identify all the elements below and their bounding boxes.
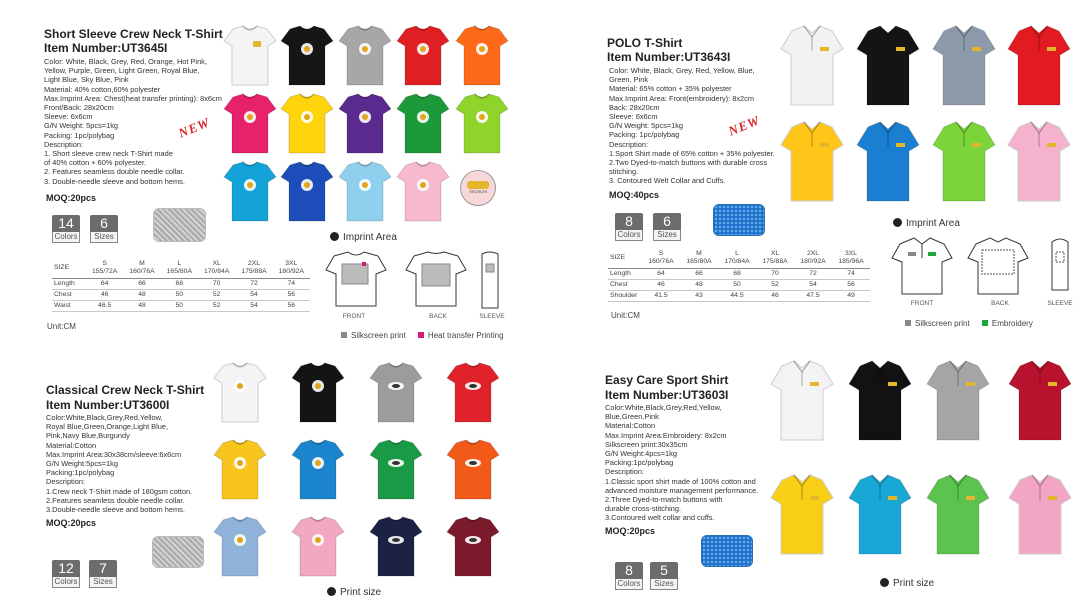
shirt-color-sample xyxy=(396,161,450,223)
shirt-color-sample xyxy=(369,362,423,424)
moq: MOQ:40pcs xyxy=(609,190,660,200)
silkscreen-swatch-icon xyxy=(341,332,347,338)
shirt-color-sample xyxy=(455,93,509,155)
table-cell: 52 xyxy=(756,279,794,290)
shirt-color-sample xyxy=(1008,474,1072,556)
sizes-count: 7 xyxy=(89,560,117,577)
size-column-header: 3XL 180/92A xyxy=(273,258,310,278)
table-row xyxy=(52,289,310,300)
table-cell: 52 xyxy=(198,289,235,300)
sizes-label: Sizes xyxy=(653,230,681,241)
print-size-heading: Print size xyxy=(880,578,934,589)
front-caption: FRONT xyxy=(342,313,366,320)
item-number: Item Number:UT3603I xyxy=(605,388,729,402)
shirt-color-sample xyxy=(223,93,277,155)
shirt-color-sample xyxy=(213,439,267,501)
shirt-color-sample xyxy=(1007,121,1071,203)
shirt-color-sample xyxy=(932,25,996,107)
shirt-color-sample xyxy=(396,25,450,87)
shirt-color-sample xyxy=(280,161,334,223)
colors-count: 8 xyxy=(615,562,643,579)
size-header: SIZE xyxy=(608,248,642,268)
moq: MOQ:20pcs xyxy=(605,526,656,536)
sizes-badge xyxy=(90,215,118,243)
colors-count: 8 xyxy=(615,213,643,230)
size-column-header: 3XL 185/96A xyxy=(832,248,870,268)
table-cell: 68 xyxy=(718,268,756,279)
shirt-color-sample xyxy=(223,25,277,87)
colors-count: 12 xyxy=(52,560,80,577)
front-diagram xyxy=(892,238,952,294)
fabric-swatch xyxy=(713,204,765,236)
colors-label: Colors xyxy=(52,577,80,588)
shirt-color-sample xyxy=(932,121,996,203)
shirt-color-sample xyxy=(280,25,334,87)
table-cell: 50 xyxy=(161,289,198,300)
colors-label: Colors xyxy=(615,579,643,590)
sleeve-caption: SLEEVE xyxy=(1047,300,1073,307)
imprint-area-heading: Imprint Area xyxy=(330,232,397,243)
table-cell: 54 xyxy=(794,279,832,290)
shirt-color-sample xyxy=(780,121,844,203)
polo-flat-diagrams xyxy=(886,236,1082,298)
table-cell: 72 xyxy=(235,278,272,289)
table-cell: 54 xyxy=(235,289,272,300)
shirt-color-sample xyxy=(856,25,920,107)
shirt-color-sample xyxy=(780,25,844,107)
product-description: Color: White, Black, Grey, Red, Orange, Hot Pink, Yellow, Purple, Green, Light Green, Royal Blue, Light Blue, Sky Blue, Pink Material: 40% cotton,60% polyester Max.Imprint Area: Chest(heat transfer printing): 8x6cm Front/Back: 28x20cm Sleeve: 6x6cm G/N Weight: 5pcs=1kg Packing: 1pc/polybag Description: 1. Short sleeve crew neck T-Shirt made of 40% cotton + 60% polyester. 2. Features seamless double needle collar. 3. Double-needle sleeve and bottom hems. xyxy=(44,57,222,186)
shirt-color-sample xyxy=(396,93,450,155)
embroidery-swatch-icon xyxy=(982,320,988,326)
shirt-color-sample xyxy=(338,161,392,223)
shirt-color-sample xyxy=(1007,25,1071,107)
fabric-swatch xyxy=(152,536,204,568)
print-legend: Silkscreen print Embroidery xyxy=(905,319,1033,328)
table-cell: 66 xyxy=(123,278,160,289)
sizes-label: Sizes xyxy=(650,579,678,590)
shirt-color-sample xyxy=(1008,360,1072,442)
table-cell: 64 xyxy=(642,268,680,279)
table-cell: 46 xyxy=(86,289,123,300)
table-cell: 74 xyxy=(273,278,310,289)
item-number: Item Number:UT3600I xyxy=(46,398,170,412)
shirt-color-sample xyxy=(291,439,345,501)
front-diagram xyxy=(326,252,386,306)
table-row xyxy=(608,268,870,279)
table-cell: 49 xyxy=(832,290,870,301)
shirt-color-sample xyxy=(455,25,509,87)
table-cell: 46 xyxy=(642,279,680,290)
bullet-icon xyxy=(330,232,339,241)
sizes-label: Sizes xyxy=(90,232,118,243)
back-diagram xyxy=(406,252,466,306)
product-description: Color:White,Black,Grey,Red,Yellow, Blue,Green,Pink Material:Cotton Max.Imprint Area:Embroidery: 8x2cm Silkscreen print:30x35cm G/N Weight:4pcs=1kg Packing:1pc/polybag Description: 1.Classic sport shirt made of 100% cotton and advanced moisture management performance. 2.Three Dyed-to-match buttons with durable cross-stitching. 3.Contoured welt collar and cuffs. xyxy=(605,403,759,523)
shirt-color-sample xyxy=(856,121,920,203)
unit-label: Unit:CM xyxy=(611,311,640,320)
table-cell: 52 xyxy=(198,300,235,311)
table-cell: 70 xyxy=(756,268,794,279)
row-label: Shoulder xyxy=(608,290,642,301)
size-column-header: S 160/76A xyxy=(642,248,680,268)
print-legend: Silkscreen print Heat transfer Printing xyxy=(341,331,504,340)
table-cell: 64 xyxy=(86,278,123,289)
product-title: Classical Crew Neck T-Shirt xyxy=(46,383,205,397)
table-cell: 70 xyxy=(198,278,235,289)
colors-label: Colors xyxy=(615,230,643,241)
table-cell: 56 xyxy=(273,300,310,311)
table-cell: 48 xyxy=(123,289,160,300)
table-cell: 54 xyxy=(235,300,272,311)
unit-label: Unit:CM xyxy=(47,322,76,331)
table-cell: 72 xyxy=(794,268,832,279)
size-column-header: M 165/80A xyxy=(680,248,718,268)
logo-icon xyxy=(467,181,489,189)
table-cell: 47.5 xyxy=(794,290,832,301)
table-cell: 43 xyxy=(680,290,718,301)
table-cell: 44.5 xyxy=(718,290,756,301)
logo-text: TECHCHI xyxy=(469,189,487,194)
moq: MOQ:20pcs xyxy=(46,518,97,528)
bullet-icon xyxy=(880,578,889,587)
moq: MOQ:20pcs xyxy=(46,193,97,203)
colors-badge xyxy=(52,215,80,243)
shirt-color-sample xyxy=(223,161,277,223)
sleeve-diagram xyxy=(482,252,498,308)
row-label: Length xyxy=(608,268,642,279)
size-column-header: 2XL 175/88A xyxy=(235,258,272,278)
table-cell: 46 xyxy=(756,290,794,301)
fabric-swatch xyxy=(153,208,206,242)
shirt-color-sample xyxy=(770,474,834,556)
shirt-color-sample xyxy=(213,362,267,424)
size-header: SIZE xyxy=(52,258,86,278)
bullet-icon xyxy=(893,218,902,227)
table-row xyxy=(52,300,310,311)
shirt-color-sample xyxy=(446,516,500,578)
front-caption: FRONT xyxy=(910,300,934,307)
tshirt-flat-diagrams xyxy=(320,250,510,312)
size-column-header: XL 175/88A xyxy=(756,248,794,268)
size-column-header: M 160/76A xyxy=(123,258,160,278)
sizes-count: 5 xyxy=(650,562,678,579)
sleeve-caption: SLEEVE xyxy=(479,313,505,320)
bullet-icon xyxy=(327,587,336,596)
logo-zoom-circle xyxy=(460,170,496,206)
shirt-color-sample xyxy=(369,439,423,501)
size-column-header: L 165/80A xyxy=(161,258,198,278)
shirt-color-sample xyxy=(369,516,423,578)
product-title: Short Sleeve Crew Neck T-Shirt xyxy=(44,27,223,41)
shirt-color-sample xyxy=(848,474,912,556)
colors-badge xyxy=(615,562,643,590)
sizes-count: 6 xyxy=(653,213,681,230)
item-number: Item Number:UT3645I xyxy=(44,41,168,55)
print-size-heading: Print size xyxy=(327,587,381,598)
table-cell: 66 xyxy=(680,268,718,279)
table-cell: 41.5 xyxy=(642,290,680,301)
colors-count: 14 xyxy=(52,215,80,232)
size-column-header: L 170/84A xyxy=(718,248,756,268)
table-row xyxy=(52,278,310,289)
table-cell: 56 xyxy=(273,289,310,300)
product-title: Easy Care Sport Shirt xyxy=(605,373,729,387)
table-cell: 68 xyxy=(161,278,198,289)
size-table xyxy=(608,248,870,302)
item-number: Item Number:UT3643I xyxy=(607,50,731,64)
table-cell: 56 xyxy=(832,279,870,290)
product-description: Color:White,Black,Grey,Red,Yellow, Royal Blue,Green,Orange,Light Blue, Pink,Navy Blue,Burgundy Material:Cotton Max.Imprint Area:30x38cm/sleeve:6x6cm G/N Weight:5pcs=1kg Packing:1pc/polybag Description: 1.Crew neck T-Shirt made of 180gsm cotton. 2.Features seamless double needle collar. 3.Double-needle sleeve and bottom hems. xyxy=(46,413,193,515)
table-cell: 48 xyxy=(123,300,160,311)
back-caption: BACK xyxy=(429,313,447,320)
table-cell: 50 xyxy=(718,279,756,290)
table-cell: 74 xyxy=(832,268,870,279)
shirt-color-sample xyxy=(213,516,267,578)
new-badge: NEW xyxy=(176,114,213,141)
sleeve-diagram xyxy=(1052,239,1068,290)
fabric-swatch xyxy=(701,535,753,567)
shirt-color-sample xyxy=(338,25,392,87)
sizes-badge xyxy=(89,560,117,588)
shirt-color-sample xyxy=(446,439,500,501)
product-description: Color: White, Black, Grey, Red, Yellow, Blue, Green, Pink Material: 65% cotton + 35% polyester Max.Imprint Area: Front(embroidery): 8x2cm Back: 28x20cm Sleeve: 6x6cm G/N Weight: 5pcs=1kg Packing: 1pc/polybag Description: 1.Sport Shirt made of 65% cotton + 35% polyester. 2.Two Dyed-to-match buttons with durable cross stitching. 3. Contoured Welt Collar and Cuffs. xyxy=(609,66,775,186)
shirt-color-sample xyxy=(926,474,990,556)
table-cell: 46.5 xyxy=(86,300,123,311)
shirt-color-sample xyxy=(770,360,834,442)
shirt-color-sample xyxy=(291,362,345,424)
table-cell: 48 xyxy=(680,279,718,290)
back-diagram xyxy=(968,238,1028,294)
size-column-header: S 155/72A xyxy=(86,258,123,278)
back-caption: BACK xyxy=(991,300,1009,307)
colors-badge xyxy=(52,560,80,588)
table-row xyxy=(608,279,870,290)
new-badge: NEW xyxy=(726,112,763,139)
silkscreen-swatch-icon xyxy=(905,320,911,326)
colors-label: Colors xyxy=(52,232,80,243)
table-row xyxy=(608,290,870,301)
row-label: Chest xyxy=(608,279,642,290)
size-table xyxy=(52,258,310,312)
shirt-color-sample xyxy=(446,362,500,424)
row-label: Waist xyxy=(52,300,86,311)
sizes-label: Sizes xyxy=(89,577,117,588)
shirt-color-sample xyxy=(848,360,912,442)
colors-badge xyxy=(615,213,643,241)
shirt-color-sample xyxy=(280,93,334,155)
table-cell: 50 xyxy=(161,300,198,311)
size-column-header: 2XL 180/92A xyxy=(794,248,832,268)
row-label: Chest xyxy=(52,289,86,300)
shirt-color-sample xyxy=(338,93,392,155)
shirt-color-sample xyxy=(291,516,345,578)
product-title: POLO T-Shirt xyxy=(607,36,683,50)
row-label: Length xyxy=(52,278,86,289)
sizes-badge xyxy=(653,213,681,241)
size-column-header: XL 170/84A xyxy=(198,258,235,278)
imprint-area-heading: Imprint Area xyxy=(893,218,960,229)
heat-transfer-swatch-icon xyxy=(418,332,424,338)
sizes-count: 6 xyxy=(90,215,118,232)
shirt-color-sample xyxy=(926,360,990,442)
sizes-badge xyxy=(650,562,678,590)
